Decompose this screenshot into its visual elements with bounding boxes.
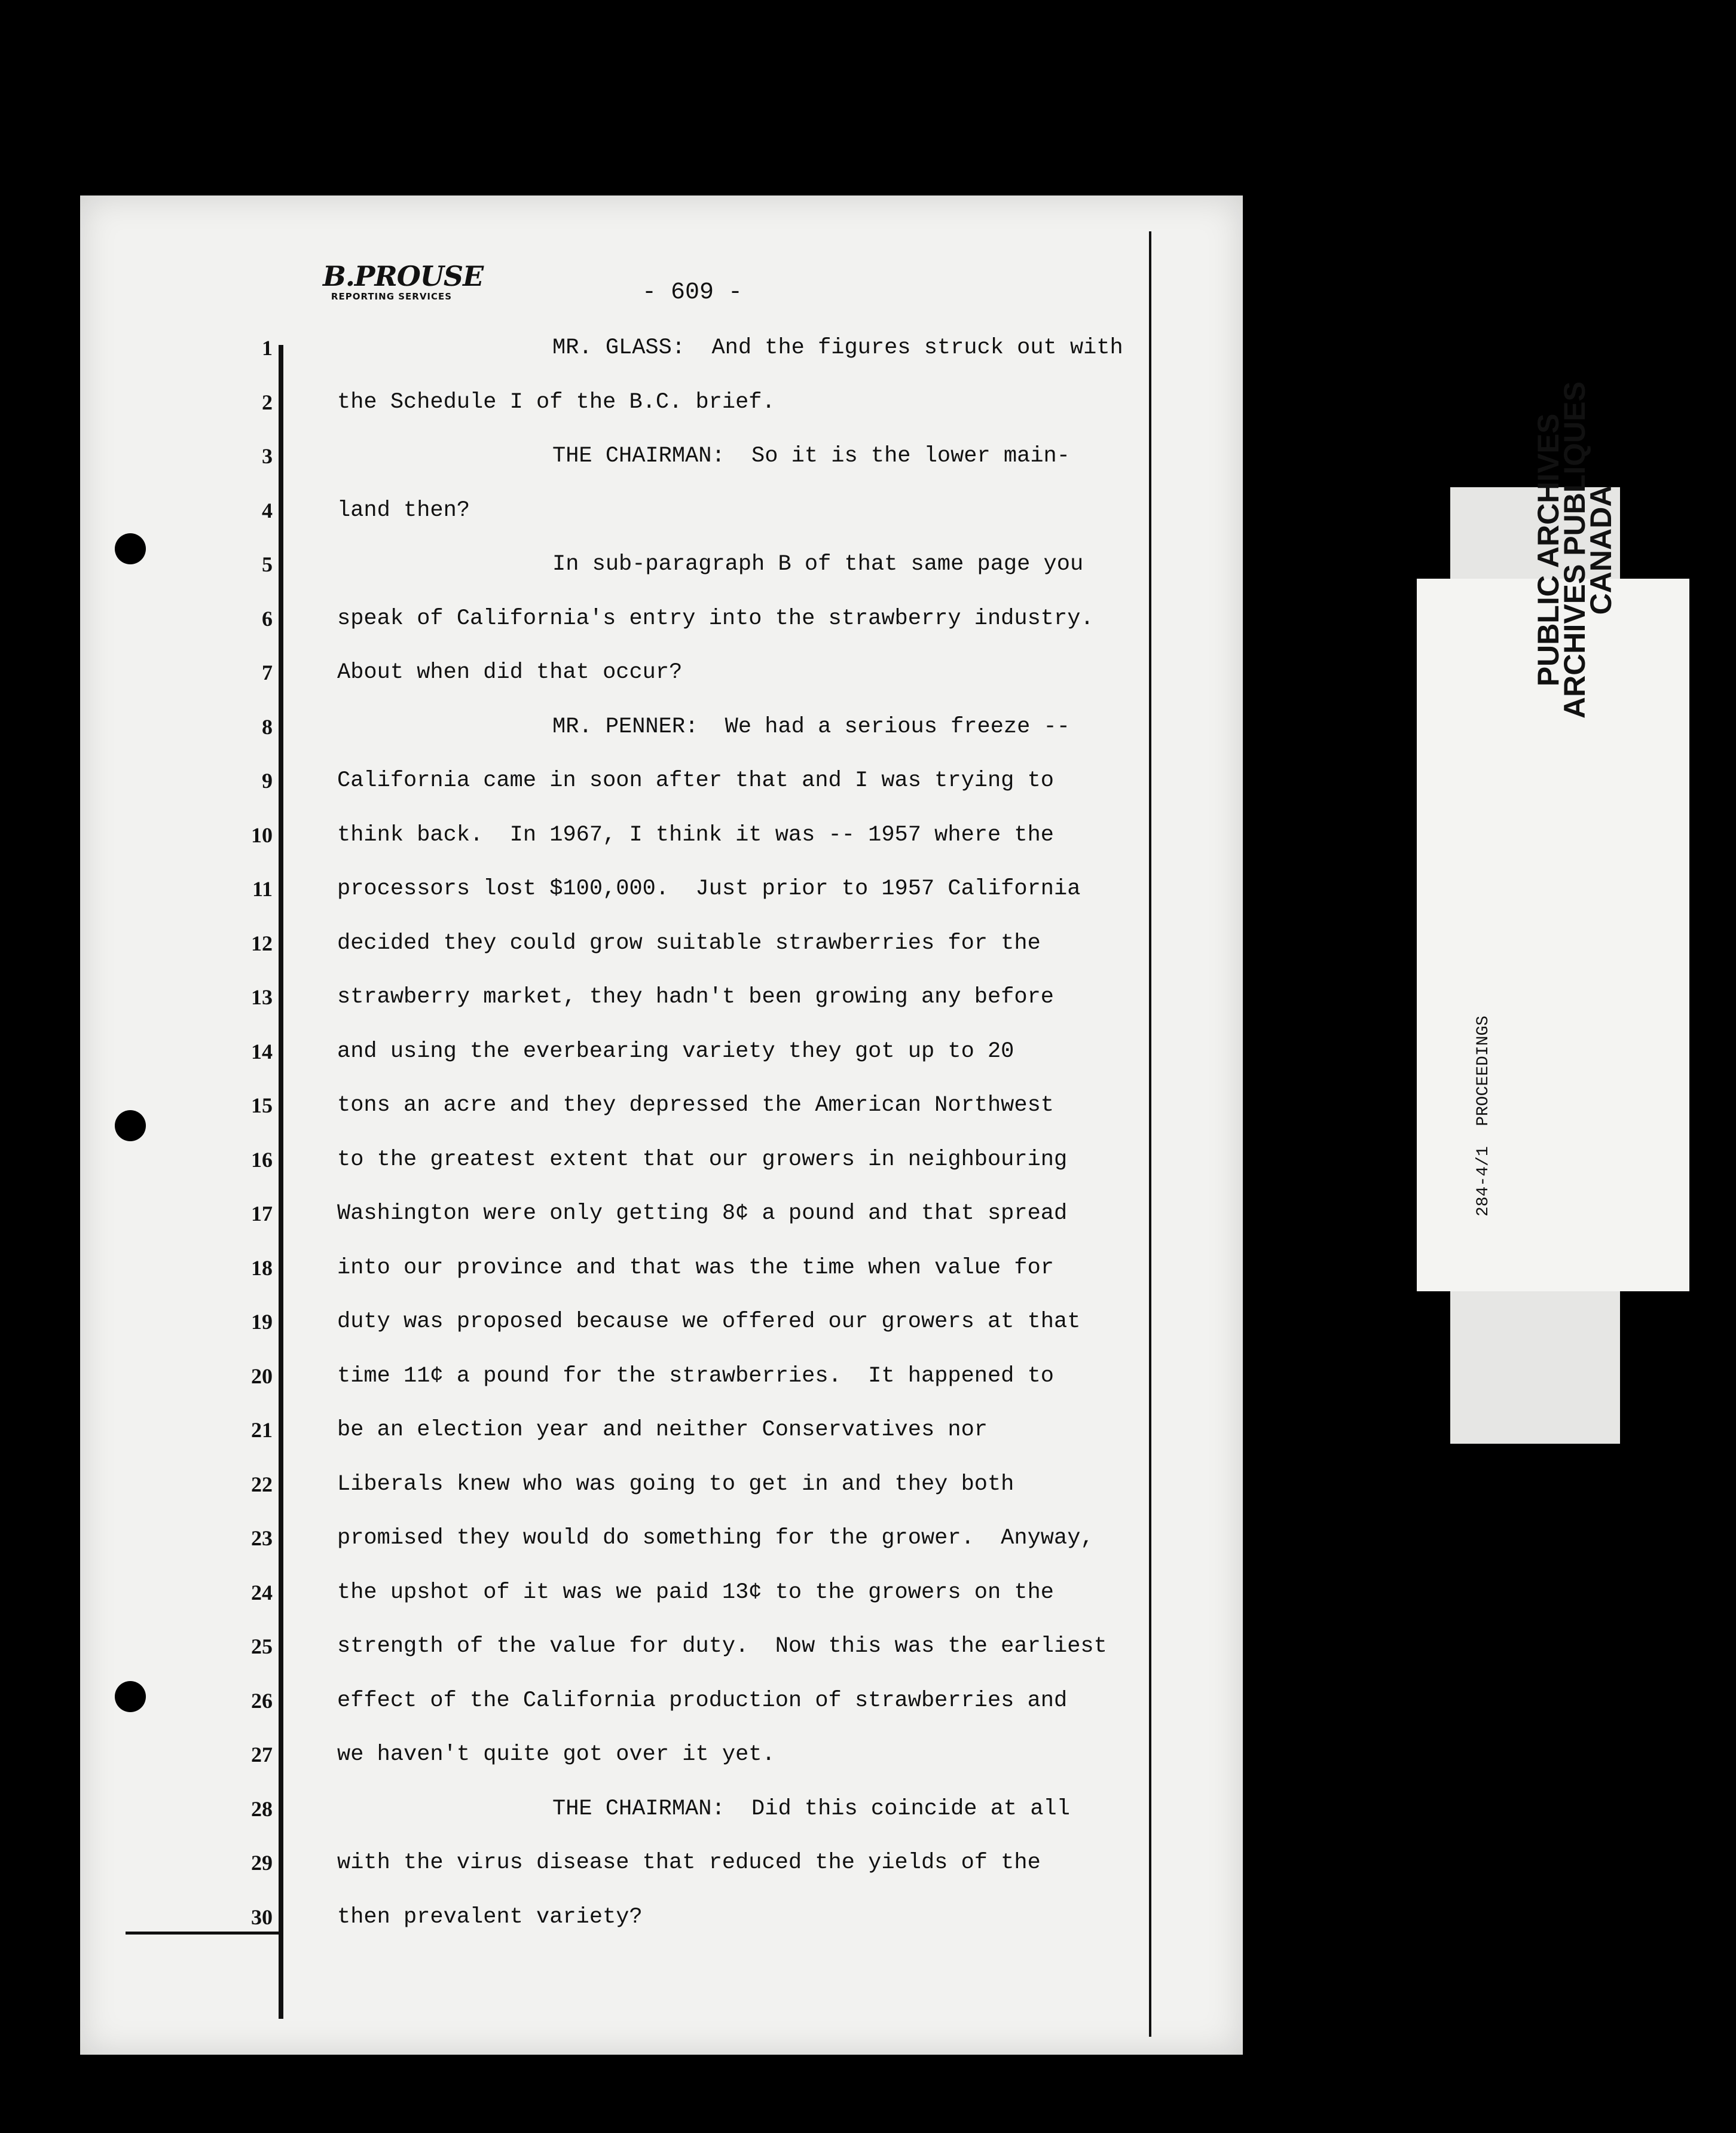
transcript-line: MR. PENNER: We had a serious freeze -- — [552, 714, 1070, 739]
transcript-line: About when did that occur? — [337, 660, 683, 685]
line-number: 5 — [262, 552, 273, 576]
reporting-service-logo — [323, 260, 484, 302]
line-number: 1 — [262, 336, 273, 360]
line-number: 22 — [251, 1472, 273, 1496]
transcript-line: MR. GLASS: And the figures struck out with — [552, 335, 1123, 360]
line-number: 3 — [262, 444, 273, 468]
binder-hole — [115, 1110, 146, 1141]
right-margin-rule — [1149, 231, 1151, 2037]
line-number: 12 — [251, 931, 273, 955]
transcript-line: strawberry market, they hadn't been growing any before — [337, 985, 1054, 1010]
line-number: 25 — [251, 1634, 273, 1658]
archive-stamp-line: CANADA — [1584, 485, 1618, 615]
line-number: 23 — [251, 1526, 273, 1550]
line-number: 11 — [252, 877, 273, 901]
transcript-line: we haven't quite got over it yet. — [337, 1742, 775, 1767]
line-number: 16 — [251, 1148, 273, 1172]
line-number: 26 — [251, 1689, 273, 1713]
line-number: 21 — [251, 1418, 273, 1442]
line-number: 28 — [251, 1797, 273, 1821]
transcript-line: Liberals knew who was going to get in and they both — [337, 1472, 1014, 1497]
line-number: 8 — [262, 715, 273, 739]
archive-stamp — [1532, 323, 1618, 777]
transcript-line: the Schedule I of the B.C. brief. — [337, 390, 775, 415]
transcript-line: and using the everbearing variety they got up to 20 — [337, 1039, 1014, 1064]
line-number: 19 — [251, 1310, 273, 1334]
line-number: 6 — [262, 607, 273, 631]
binder-hole — [115, 533, 146, 564]
line-number: 4 — [262, 499, 273, 522]
transcript-line: with the virus disease that reduced the yields of the — [337, 1850, 1041, 1875]
transcript-line: California came in soon after that and I was trying to — [337, 768, 1054, 793]
archive-stamp-line: PUBLIC ARCHIVES — [1532, 413, 1565, 687]
line-number: 27 — [251, 1743, 273, 1767]
transcript-line: time 11¢ a pound for the strawberries. It happened to — [337, 1364, 1054, 1389]
transcript-line: think back. In 1967, I think it was -- 1957 where the — [337, 823, 1054, 848]
transcript-line: processors lost $100,000. Just prior to 1957 California — [337, 876, 1081, 902]
line-number: 15 — [251, 1093, 273, 1117]
logo-tagline: REPORTING SERVICES — [331, 291, 453, 302]
transcript-line: tons an acre and they depressed the American Northwest — [337, 1093, 1054, 1118]
transcript-line: duty was proposed because we offered our growers at that — [337, 1309, 1081, 1334]
transcript-line: THE CHAIRMAN: So it is the lower main- — [552, 444, 1070, 469]
line-number: 10 — [251, 823, 273, 847]
logo-wordmark: B.PROUSE — [323, 260, 484, 292]
transcript-line: land then? — [337, 498, 470, 523]
line-number: 14 — [251, 1040, 273, 1064]
archive-reference: 284-4/1 PROCEEDINGS — [1474, 1015, 1493, 1217]
transcript-line: be an election year and neither Conservatives nor — [337, 1417, 988, 1443]
line-number: 13 — [251, 985, 273, 1009]
transcript-line: Washington were only getting 8¢ a pound and that spread — [337, 1201, 1068, 1226]
transcript-line: effect of the California production of strawberries and — [337, 1688, 1068, 1713]
transcript-line: into our province and that was the time when value for — [337, 1255, 1054, 1281]
transcript-line: to the greatest extent that our growers in neighbouring — [337, 1147, 1068, 1172]
transcript-line: the upshot of it was we paid 13¢ to the growers on the — [337, 1580, 1054, 1605]
transcript-line: strength of the value for duty. Now this was the earliest — [337, 1634, 1107, 1659]
line-number: 17 — [251, 1202, 273, 1226]
left-margin-rule — [279, 345, 283, 2019]
transcript-line: promised they would do something for the grower. Anyway, — [337, 1526, 1094, 1551]
transcript-line: speak of California's entry into the strawberry industry. — [337, 606, 1094, 631]
line-number: 2 — [262, 390, 273, 414]
line-number: 7 — [262, 661, 273, 684]
binder-hole — [115, 1681, 146, 1712]
line-number: 20 — [251, 1364, 273, 1388]
archive-stamp-line: ARCHIVES PUBLIQUES — [1558, 381, 1591, 719]
line-number: 24 — [251, 1581, 273, 1605]
transcript-line: then prevalent variety? — [337, 1905, 643, 1930]
transcript-page — [80, 195, 1243, 2055]
transcript-line: THE CHAIRMAN: Did this coincide at all — [552, 1796, 1070, 1822]
bottom-margin-rule — [126, 1932, 279, 1935]
line-number: 18 — [251, 1256, 273, 1280]
line-number: 9 — [262, 769, 273, 793]
transcript-line: decided they could grow suitable strawberries for the — [337, 931, 1041, 956]
line-number: 29 — [251, 1851, 273, 1875]
line-number: 30 — [251, 1905, 273, 1929]
page-number: - 609 - — [642, 279, 743, 306]
transcript-line: In sub-paragraph B of that same page you — [552, 552, 1084, 577]
